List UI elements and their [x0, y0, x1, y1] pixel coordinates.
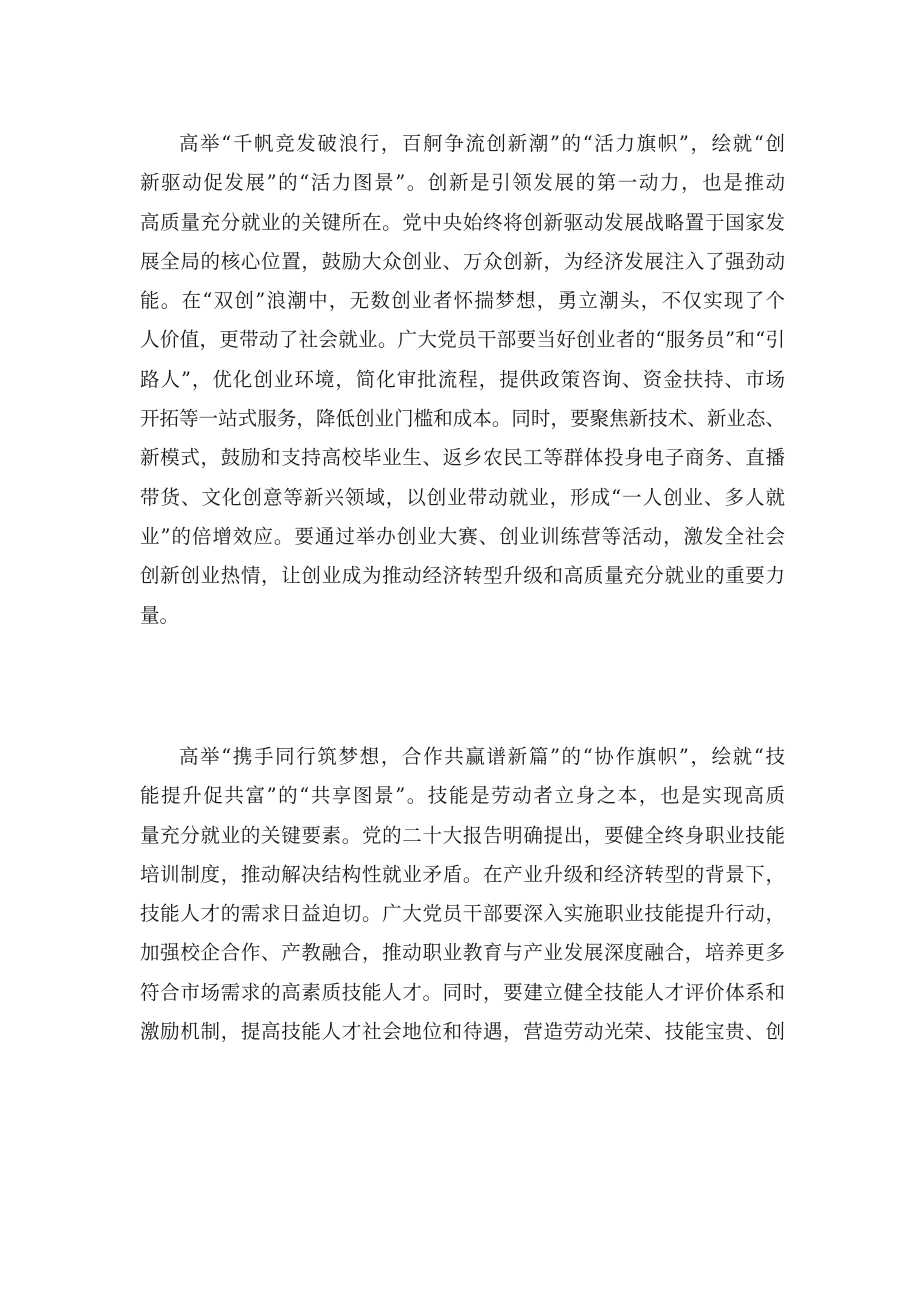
paragraph-line: 带货、文化创意等新兴领域，以创业带动就业，形成“一人创业、多人就 — [140, 485, 785, 509]
paragraph-line: 新驱动促发展”的“活力图景”。创新是引领发展的第一动力，也是推动 — [140, 171, 785, 195]
paragraph-line: 业”的倍增效应。要通过举办创业大赛、创业训练营等活动，激发全社会 — [140, 524, 785, 548]
paragraph-line: 高举“携手同行筑梦想，合作共赢谱新篇”的“协作旗帜”，绘就“技 — [179, 745, 785, 768]
paragraph-line: 培训制度，推动解决结构性就业矛盾。在产业升级和经济转型的背景下， — [140, 862, 785, 886]
paragraph-innovation — [140, 124, 785, 635]
paragraph-line: 量。 — [140, 603, 180, 627]
paragraph-line: 符合市场需求的高素质技能人才。同时，要建立健全技能人才评价体系和 — [140, 980, 785, 1004]
paragraph-line: 新模式，鼓励和支持高校毕业生、返乡农民工等群体投身电子商务、直播 — [140, 446, 785, 470]
paragraph-line: 能。在“双创”浪潮中，无数创业者怀揣梦想，勇立潮头，不仅实现了个 — [140, 289, 785, 313]
paragraph-skills — [140, 737, 785, 1051]
paragraph-line: 技能人才的需求日益迫切。广大党员干部要深入实施职业技能提升行动， — [140, 902, 785, 926]
paragraph-line: 展全局的核心位置，鼓励大众创业、万众创新，为经济发展注入了强劲动 — [140, 249, 785, 273]
paragraph-line: 路人”，优化创业环境，简化审批流程，提供政策咨询、资金扶持、市场 — [140, 367, 785, 391]
paragraph-line: 加强校企合作、产教融合，推动职业教育与产业发展深度融合，培养更多 — [140, 941, 785, 965]
paragraph-line: 能提升促共富”的“共享图景”。技能是劳动者立身之本，也是实现高质 — [140, 784, 785, 808]
paragraph-line: 高举“千帆竞发破浪行，百舸争流创新潮”的“活力旗帜”，绘就“创 — [179, 132, 785, 155]
paragraph-line: 人价值，更带动了社会就业。广大党员干部要当好创业者的“服务员”和“引 — [140, 328, 785, 352]
paragraph-line: 激励机制，提高技能人才社会地位和待遇，营造劳动光荣、技能宝贵、创 — [140, 1020, 785, 1044]
paragraph-line: 创新创业热情，让创业成为推动经济转型升级和高质量充分就业的重要力 — [140, 564, 785, 588]
paragraph-line: 量充分就业的关键要素。党的二十大报告明确提出，要健全终身职业技能 — [140, 823, 785, 847]
paragraph-line: 高质量充分就业的关键所在。党中央始终将创新驱动发展战略置于国家发 — [140, 210, 785, 234]
paragraph-line: 开拓等一站式服务，降低创业门槛和成本。同时，要聚焦新技术、新业态、 — [140, 407, 785, 431]
